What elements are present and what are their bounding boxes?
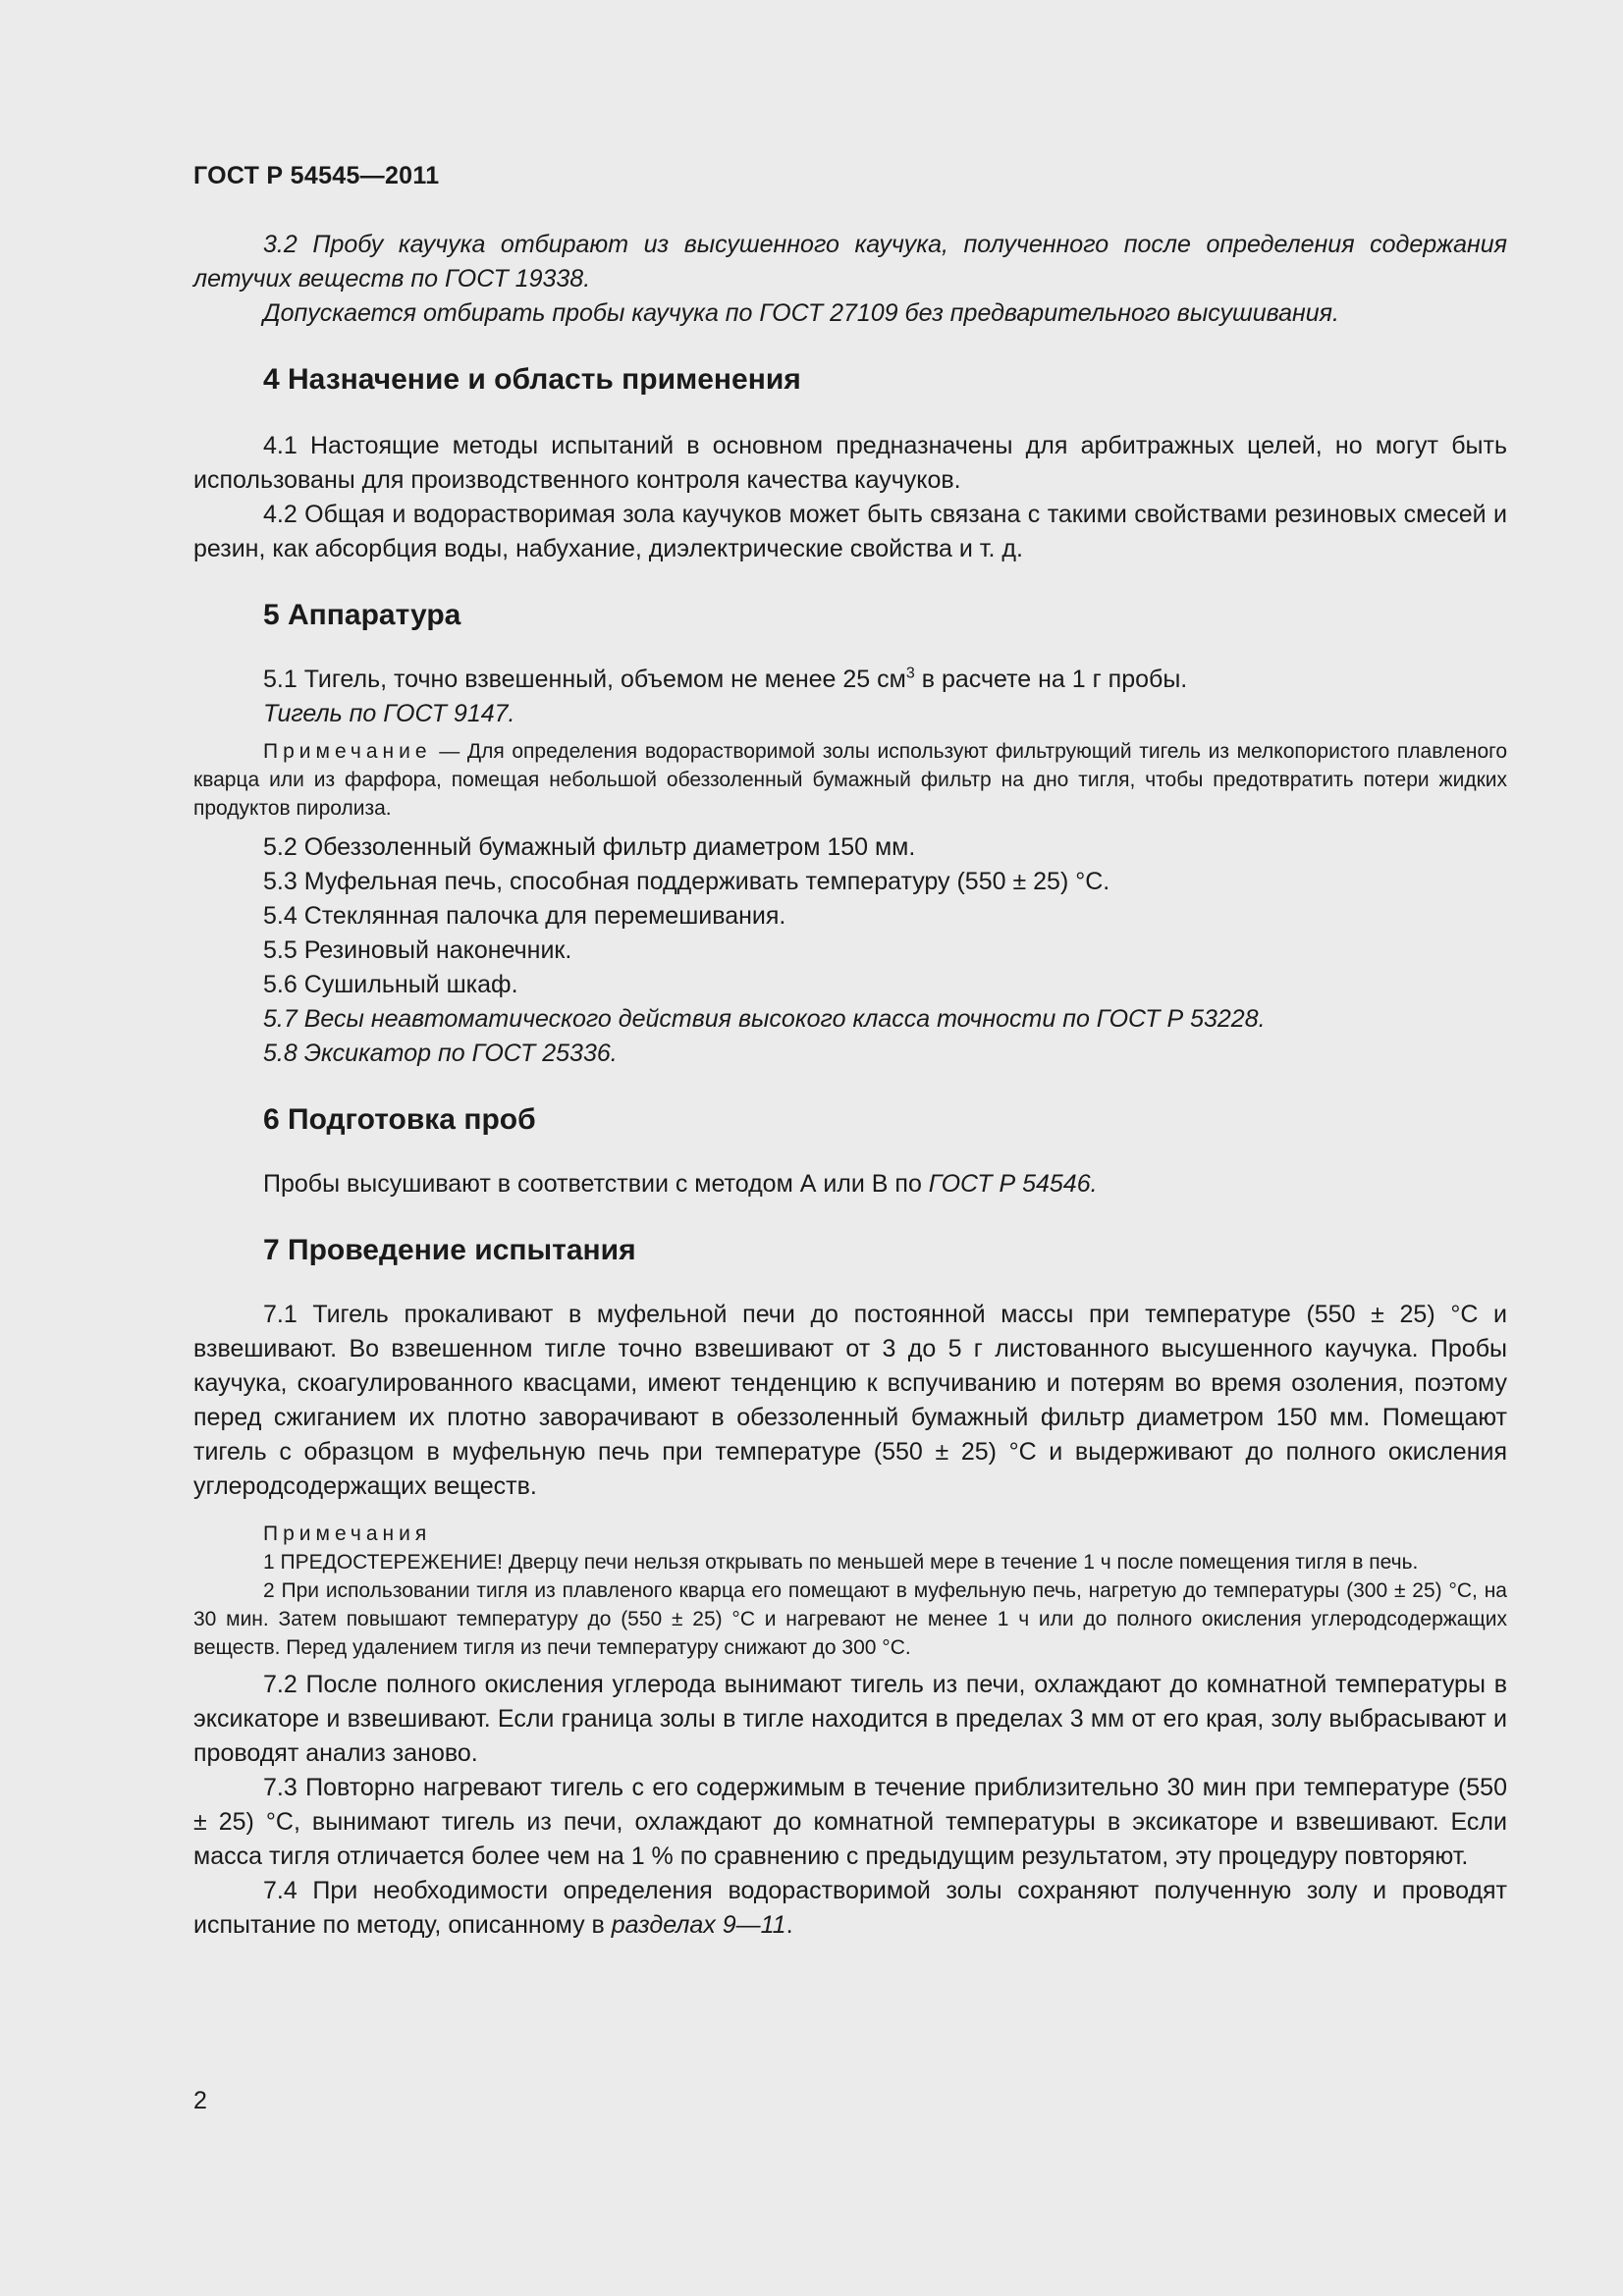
section-4-title: 4 Назначение и область применения: [263, 363, 801, 396]
paragraph-4-2: 4.2 Общая и водорастворимая зола каучуков может быть связана с такими свойствами резиновых смесей и резин, как абсорбция воды, набухание, диэлектрические свойства и т. д.: [193, 501, 1507, 562]
apparatus-list: [193, 830, 1507, 1071]
paragraph-7-3: 7.3 Повторно нагревают тигель с его содержимым в течение приблизительно 30 мин при температуре (550 ± 25) °С, вынимают тигель из печи, охлаждают до комнатной температуры в эксикаторе и взвешивают. Если масса тигля отличается более чем на 1 % по сравнению с предыдущим результатом, эту процедуру повторяют.: [193, 1774, 1507, 1870]
superscript: 3: [905, 665, 915, 682]
list-item: 5.3 Муфельная печь, способная поддерживать температуру (550 ± 25) °С.: [263, 868, 1110, 895]
paragraph-7-4: 7.4 При необходимости определения водорастворимой золы сохраняют полученную золу и проводят испытание по методу, описанному в разделах 9—11.: [193, 1877, 1507, 1939]
document-header: ГОСТ Р 54545—2011: [193, 162, 440, 189]
paragraph-7-2: 7.2 После полного окисления углерода вынимают тигель из печи, охлаждают до комнатной температуры в эксикаторе и взвешивают. Если граница золы в тигле находится в пределах 3 мм от его края, золу выбрасывают и проводят анализ заново.: [193, 1671, 1507, 1767]
page-number: 2: [193, 2087, 207, 2114]
paragraph-3-2: 3.2 Пробу каучука отбирают из высушенного каучука, полученного после определения содержания летучих веществ по ГОСТ 19338.: [193, 231, 1507, 293]
section-5-title: 5 Аппаратура: [263, 599, 461, 631]
note-label: Примечание: [263, 740, 432, 763]
paragraph-5-1-b: Тигель по ГОСТ 9147.: [263, 700, 515, 727]
paragraph-7-1: 7.1 Тигель прокаливают в муфельной печи до постоянной массы при температуре (550 ± 25) °С и взвешивают. Во взвешенном тигле точно взвешивают от 3 до 5 г листованного высушенного каучука. Пробы каучука, скоагулированного квасцами, имеют тенденцию к вспучиванию и потерям во время озоления, поэтому перед сжиганием их плотно заворачивают в обеззоленный бумажный фильтр диаметром 150 мм. Помещают тигель с образцом в муфельную печь при температуре (550 ± 25) °С и выдерживают до полного окисления углеродсодержащих веществ.: [193, 1301, 1507, 1500]
paragraph-3-2-b: Допускается отбирать пробы каучука по ГОСТ 27109 без предварительного высушивания.: [263, 299, 1339, 327]
list-item: 5.7 Весы неавтоматического действия высокого класса точности по ГОСТ Р 53228.: [263, 1005, 1266, 1033]
section-reference: разделах 9—11: [611, 1911, 786, 1939]
paragraph-6: Пробы высушивают в соответствии с методом А или В по ГОСТ Р 54546.: [263, 1170, 1098, 1198]
section-6-title: 6 Подготовка проб: [263, 1103, 536, 1136]
list-item: 5.4 Стеклянная палочка для перемешивания.: [263, 902, 786, 930]
section-7-title: 7 Проведение испытания: [263, 1234, 636, 1266]
list-item: 5.2 Обеззоленный бумажный фильтр диаметром 150 мм.: [263, 833, 916, 861]
list-item: 5.8 Эксикатор по ГОСТ 25336.: [263, 1040, 618, 1067]
paragraph-5-1: 5.1 Тигель, точно взвешенный, объемом не менее 25 $см^3$ в расчете на 1 г пробы.: [263, 665, 1188, 693]
notes-heading: Примечания: [263, 1522, 432, 1545]
note-5-1: Примечание — Для определения водорастворимой золы используют фильтрующий тигель из мелкопористого плавленого кварца или из фарфора, помещая небольшой обеззоленный бумажный фильтр на дно тигля, чтобы предотвратить потери жидких продуктов пиролиза.: [193, 740, 1507, 820]
note-7-1: 1 ПРЕДОСТЕРЕЖЕНИЕ! Дверцу печи нельзя открывать по меньшей мере в течение 1 ч после помещения тигля в печь.: [263, 1551, 1419, 1574]
paragraph-4-1: 4.1 Настоящие методы испытаний в основном предназначены для арбитражных целей, но могут быть использованы для производственного контроля качества каучуков.: [193, 432, 1507, 494]
document-body: [193, 228, 1507, 1943]
list-item: 5.6 Сушильный шкаф.: [263, 971, 518, 998]
standard-reference: ГОСТ Р 54546.: [928, 1170, 1098, 1198]
note-7-2: 2 При использовании тигля из плавленого кварца его помещают в муфельную печь, нагретую до температуры (300 ± 25) °С, на 30 мин. Затем повышают температуру до (550 ± 25) °С и нагревают не менее 1 ч или до полного окисления углеродсодержащих веществ. Перед удалением тигля из печи температуру снижают до 300 °С.: [193, 1579, 1507, 1659]
list-item: 5.5 Резиновый наконечник.: [263, 936, 572, 964]
